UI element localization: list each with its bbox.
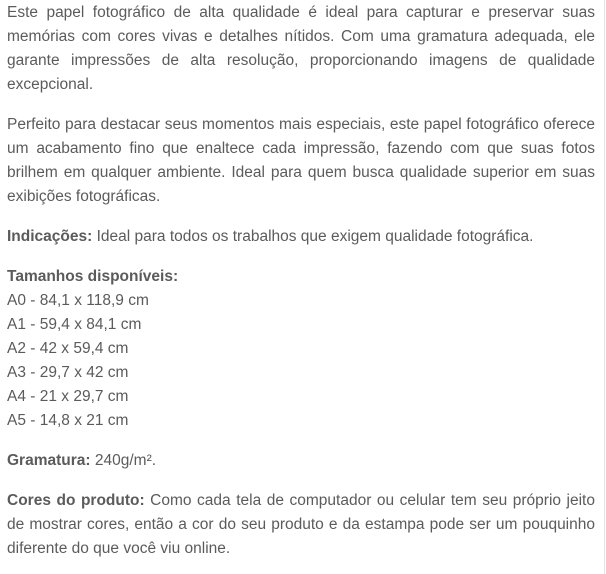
weight-text: 240g/m².: [90, 452, 157, 469]
indications-text: Ideal para todos os trabalhos que exigem qualidade fotográfica.: [92, 228, 534, 245]
size-item-a2: A2 - 42 x 59,4 cm: [7, 340, 129, 357]
panel-border: [604, 0, 605, 574]
colors-text: Como cada tela de computador ou celular tem seu próprio jeito de mostrar cores, então a cor do seu produto e da estampa pode ser um pouquinho diferente do que você viu online.: [7, 492, 595, 557]
size-item-a1: A1 - 59,4 x 84,1 cm: [7, 316, 142, 333]
size-item-a5: A5 - 14,8 x 21 cm: [7, 412, 129, 429]
size-item-a0: A0 - 84,1 x 118,9 cm: [7, 292, 149, 309]
product-description: [7, 1, 595, 574]
description-paragraph-2: Perfeito para destacar seus momentos mais especiais, este papel fotográfico oferece um acabamento fino que enaltece cada impressão, fazendo com que suas fotos brilhem em qualquer ambiente. Ideal para quem busca qualidade superior em suas exibições fotográficas.: [7, 116, 595, 205]
size-item-a4: A4 - 21 x 29,7 cm: [7, 388, 129, 405]
sizes-label: Tamanhos disponíveis:: [7, 268, 179, 285]
indications-section: [7, 225, 595, 249]
description-paragraph-1: Este papel fotográfico de alta qualidade é ideal para capturar e preservar suas memórias com cores vivas e detalhes nítidos. Com uma gramatura adequada, ele garante impressões de alta resolução, proporcionando imagens de qualidade excepcional.: [7, 4, 595, 93]
sizes-section: [7, 265, 595, 433]
weight-label: Gramatura:: [7, 452, 91, 469]
size-item-a3: A3 - 29,7 x 42 cm: [7, 364, 129, 381]
colors-section: [7, 489, 595, 561]
colors-label: Cores do produto:: [7, 492, 145, 509]
indications-label: Indicações:: [7, 228, 93, 245]
weight-section: [7, 449, 595, 473]
